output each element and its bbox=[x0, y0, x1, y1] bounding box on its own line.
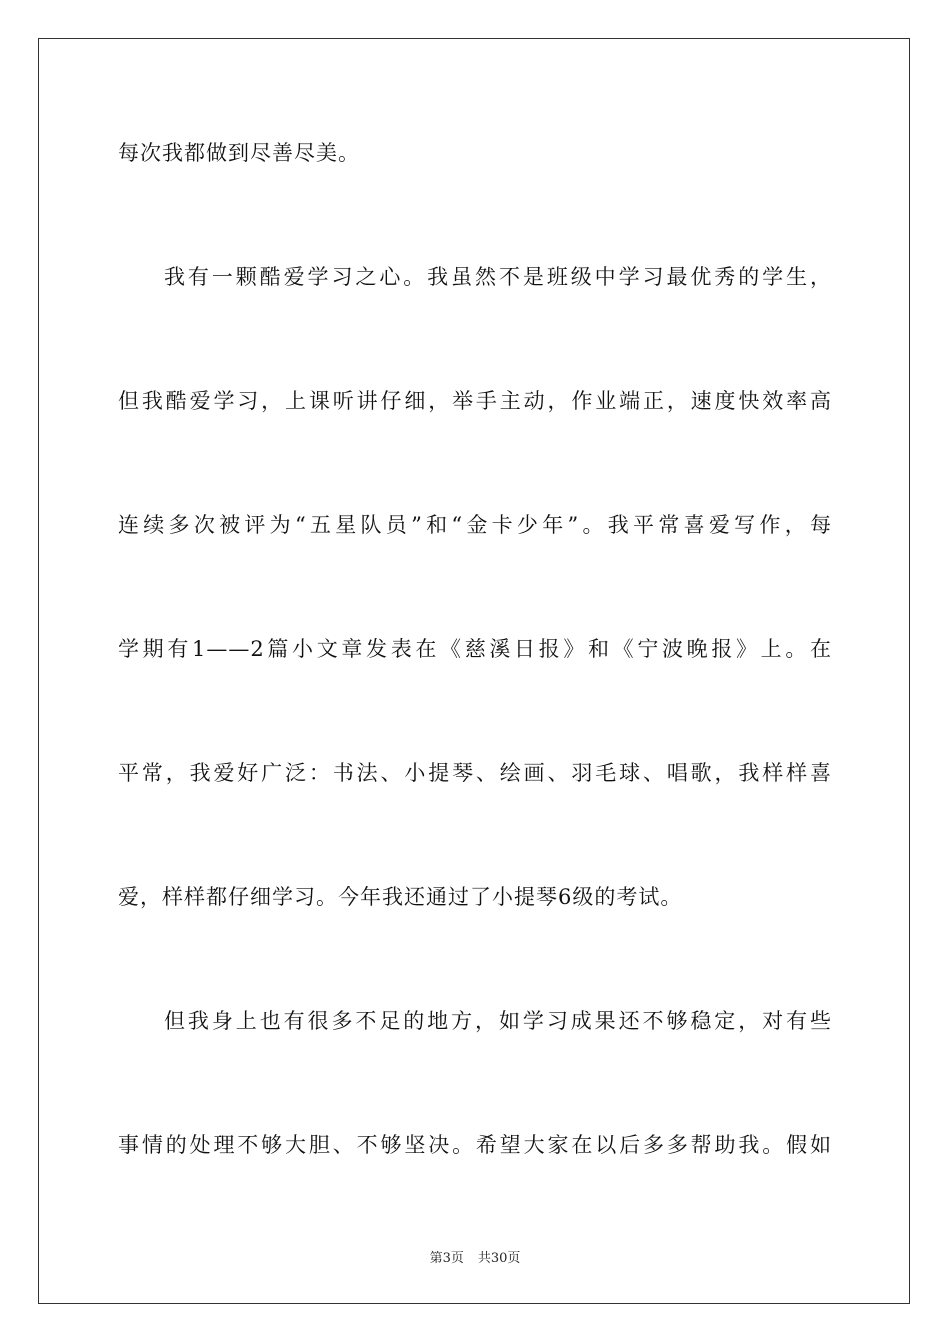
text-line: 但我身上也有很多不足的地方，如学习成果还不够稳定，对有些 bbox=[164, 1009, 832, 1033]
text-line: 学期有1——2篇小文章发表在《慈溪日报》和《宁波晚报》上。在 bbox=[118, 637, 832, 661]
page-frame bbox=[38, 38, 910, 1304]
text-line: 我有一颗酷爱学习之心。我虽然不是班级中学习最优秀的学生， bbox=[164, 265, 832, 289]
text-line: 每次我都做到尽善尽美。 bbox=[118, 141, 360, 165]
text-line: 事情的处理不够大胆、不够坚决。希望大家在以后多多帮助我。假如 bbox=[118, 1133, 832, 1157]
text-line: 爱，样样都仔细学习。今年我还通过了小提琴6级的考试。 bbox=[118, 885, 683, 909]
text-line: 但我酷爱学习，上课听讲仔细，举手主动，作业端正，速度快效率高 bbox=[118, 389, 832, 413]
text-line: 连续多次被评为“五星队员”和“金卡少年”。我平常喜爱写作，每 bbox=[118, 513, 832, 537]
text-line: 平常，我爱好广泛：书法、小提琴、绘画、羽毛球、唱歌，我样样喜 bbox=[118, 761, 832, 785]
total-pages: 共30页 bbox=[477, 1251, 521, 1266]
page-footer bbox=[0, 1247, 950, 1266]
page-number: 第3页 bbox=[429, 1251, 464, 1266]
